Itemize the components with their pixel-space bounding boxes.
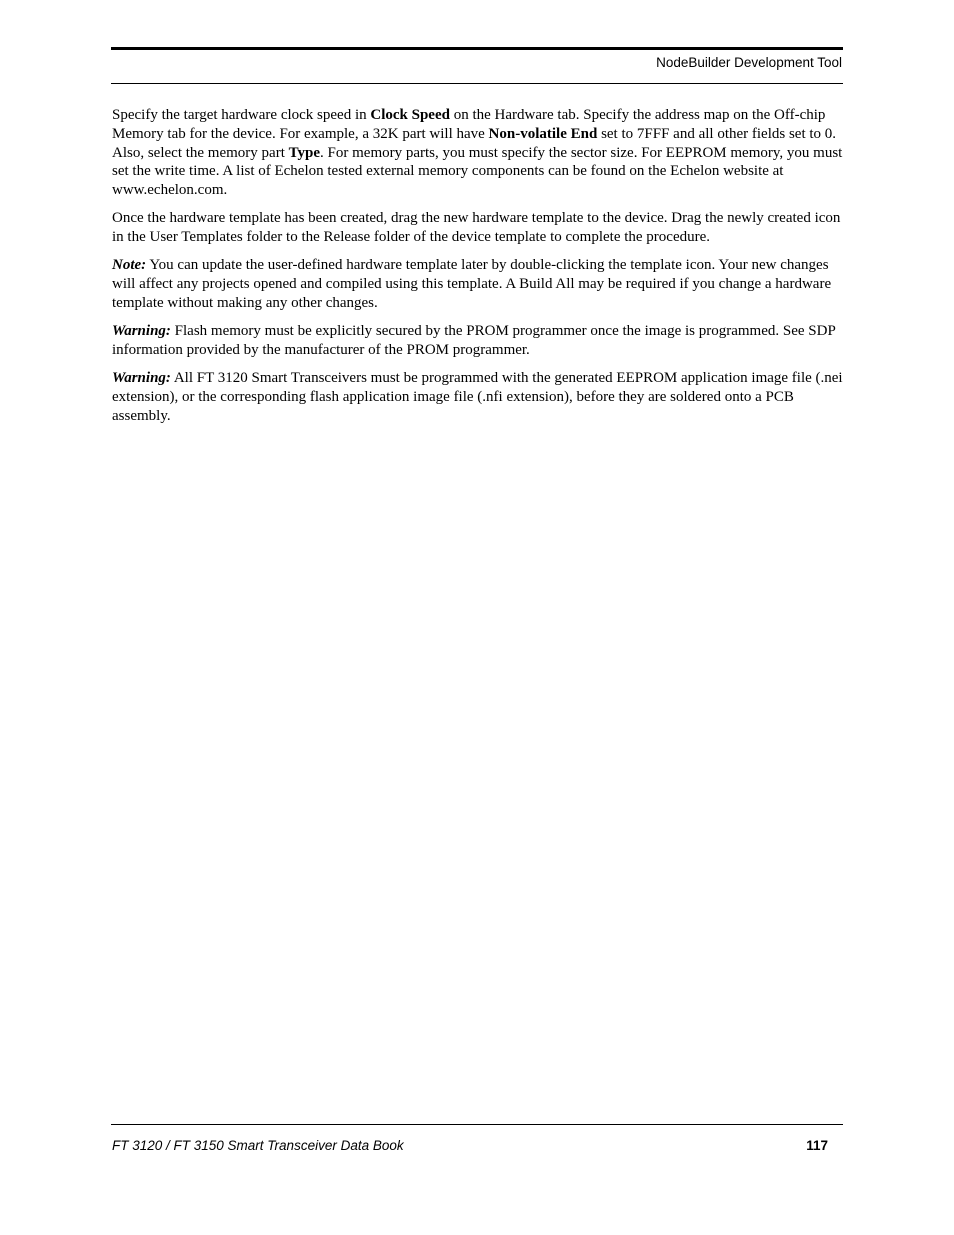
warning-paragraph-flash <box>112 322 843 360</box>
warning-text: All FT 3120 Smart Transceivers must be programmed with the generated EEPROM application image file (.nei extension), or the corresponding flash application image file (.nfi extension), before they are soldered onto a PCB assembly. <box>112 370 843 424</box>
text-run: . For memory parts, you must specify the sector size. For EEPROM memory, you must set the write time. A list of Echelon tested external memory components can be found on the Echelon website at www.echelon.com. <box>112 144 843 199</box>
header-top-rule <box>111 47 843 50</box>
warning-text: Flash memory must be explicitly secured by the PROM programmer once the image is programmed. See SDP information provided by the manufacturer of the PROM programmer. <box>112 323 836 358</box>
term-clock-speed: Clock Speed <box>370 107 450 123</box>
paragraph-drag-template: Once the hardware template has been created, drag the new hardware template to the device. Drag the newly created icon in the User Templates folder to the Release folder of the device template to complete the procedure. <box>112 210 841 246</box>
warning-paragraph-eeprom <box>112 369 843 425</box>
warning-label: Warning: <box>112 323 171 340</box>
paragraph-hardware-settings <box>112 106 843 200</box>
running-footer-title: FT 3120 / FT 3150 Smart Transceiver Data Book <box>112 1138 404 1153</box>
text-run: set to 7FFF and all other fields set to 0. Also, select the memory part <box>112 125 837 161</box>
footer-rule <box>111 1124 843 1125</box>
running-header: NodeBuilder Development Tool <box>656 55 842 70</box>
term-type: Type <box>288 144 321 161</box>
note-label: Note: <box>112 257 147 274</box>
page-number: 117 <box>806 1138 828 1153</box>
text-run: Specify the target hardware clock speed in <box>112 107 371 123</box>
header-bottom-rule <box>111 83 843 84</box>
page-body <box>112 106 843 435</box>
note-paragraph <box>112 256 843 312</box>
text-run: on the Hardware tab. Specify the address map on the Off-chip Memory tab for the device. For example, a 32K part will have <box>112 107 826 142</box>
warning-label: Warning: <box>112 370 171 387</box>
note-text: You can update the user-defined hardware template later by double-clicking the template icon. Your new changes will affect any projects opened and compiled using this template. A Build All may be required if you change a hardware template without making any other changes. <box>112 257 832 311</box>
term-non-volatile-end: Non-volatile End <box>488 125 598 142</box>
